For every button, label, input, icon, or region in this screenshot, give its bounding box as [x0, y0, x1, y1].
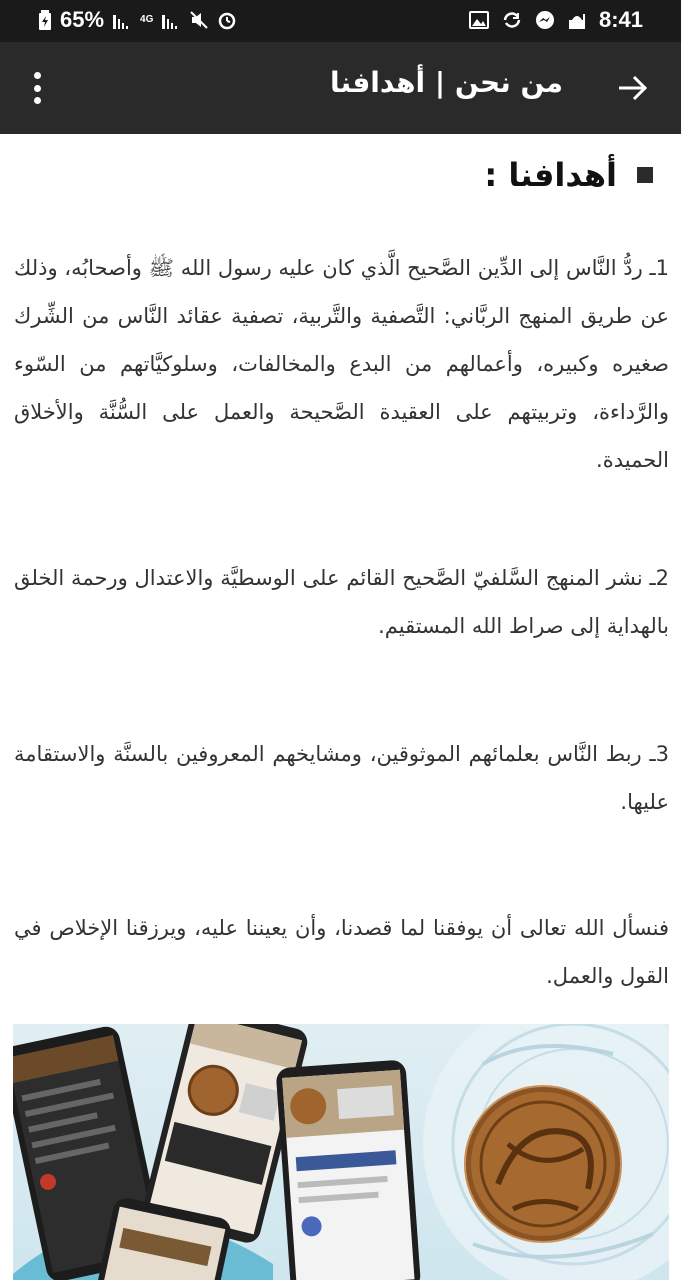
mute-icon: [189, 10, 209, 30]
status-left: [38, 7, 237, 33]
goal-paragraph-1: 1ـ ردُّ النَّاس إلى الدِّين الصَّحيح الَّذي كان عليه رسول الله ﷺ وأصحابُه، وذلك عن طريق المنهج الربَّاني: التَّصفية والتَّربية، تصفية عقائد النَّاس من الشِّرك صغيره وكبيره، وأعمالهم من البدع والمخالفات، وسلوكيَّاتهم من السّوء والرَّداءة، وتربيتهم على العقيدة الصَّحيحة والعمل على السُّنَّة والأخلاق الحميدة.: [14, 256, 669, 472]
square-bullet-icon: [637, 167, 653, 183]
closing-paragraph: فنسأل الله تعالى أن يوفقنا لما قصدنا، وأن يعيننا عليه، ويرزقنا الإخلاص في القول والعمل.: [14, 916, 669, 988]
sync-notification-icon: [501, 10, 523, 30]
page-content[interactable]: [0, 134, 681, 1280]
clock: 8:41: [598, 7, 643, 32]
status-right: [469, 7, 643, 33]
mosque-notification-icon: [567, 11, 587, 29]
messenger-icon: [535, 10, 555, 30]
battery-percent: 65%: [60, 7, 105, 32]
more-vert-icon-dot: [34, 97, 41, 104]
signal-icon: [112, 11, 132, 29]
goal-paragraph-2: 2ـ نشر المنهج السَّلفيّ الصَّحيح القائم على الوسطيَّة والاعتدال ورحمة الخلق بالهداية إلى صراط الله المستقيم.: [14, 566, 669, 638]
battery-icon: [38, 10, 52, 30]
image-notification-icon: [469, 11, 489, 29]
signal-icon-2: [161, 11, 181, 29]
arrow-right-icon: [615, 70, 651, 106]
back-button[interactable]: [615, 70, 651, 106]
coin-logo: [465, 1086, 621, 1242]
more-options-button[interactable]: [22, 68, 52, 108]
more-vert-icon-dot: [34, 85, 41, 92]
app-bar: [0, 42, 681, 134]
alarm-icon: [217, 10, 237, 30]
goal-paragraph-3: 3ـ ربط النَّاس بعلمائهم الموثوقين، ومشايخهم المعروفين بالسنَّة والاستقامة عليها.: [14, 742, 669, 814]
heading-text: أهدافنا :: [484, 156, 617, 194]
network-type: 4G: [140, 14, 154, 25]
page-title: من نحن | أهدافنا: [330, 66, 563, 99]
section-heading: [484, 156, 653, 194]
promo-banner-image: [13, 1024, 669, 1280]
phone-mockup-3: [275, 1059, 421, 1280]
more-vert-icon: [34, 72, 41, 79]
status-bar: [0, 0, 681, 42]
